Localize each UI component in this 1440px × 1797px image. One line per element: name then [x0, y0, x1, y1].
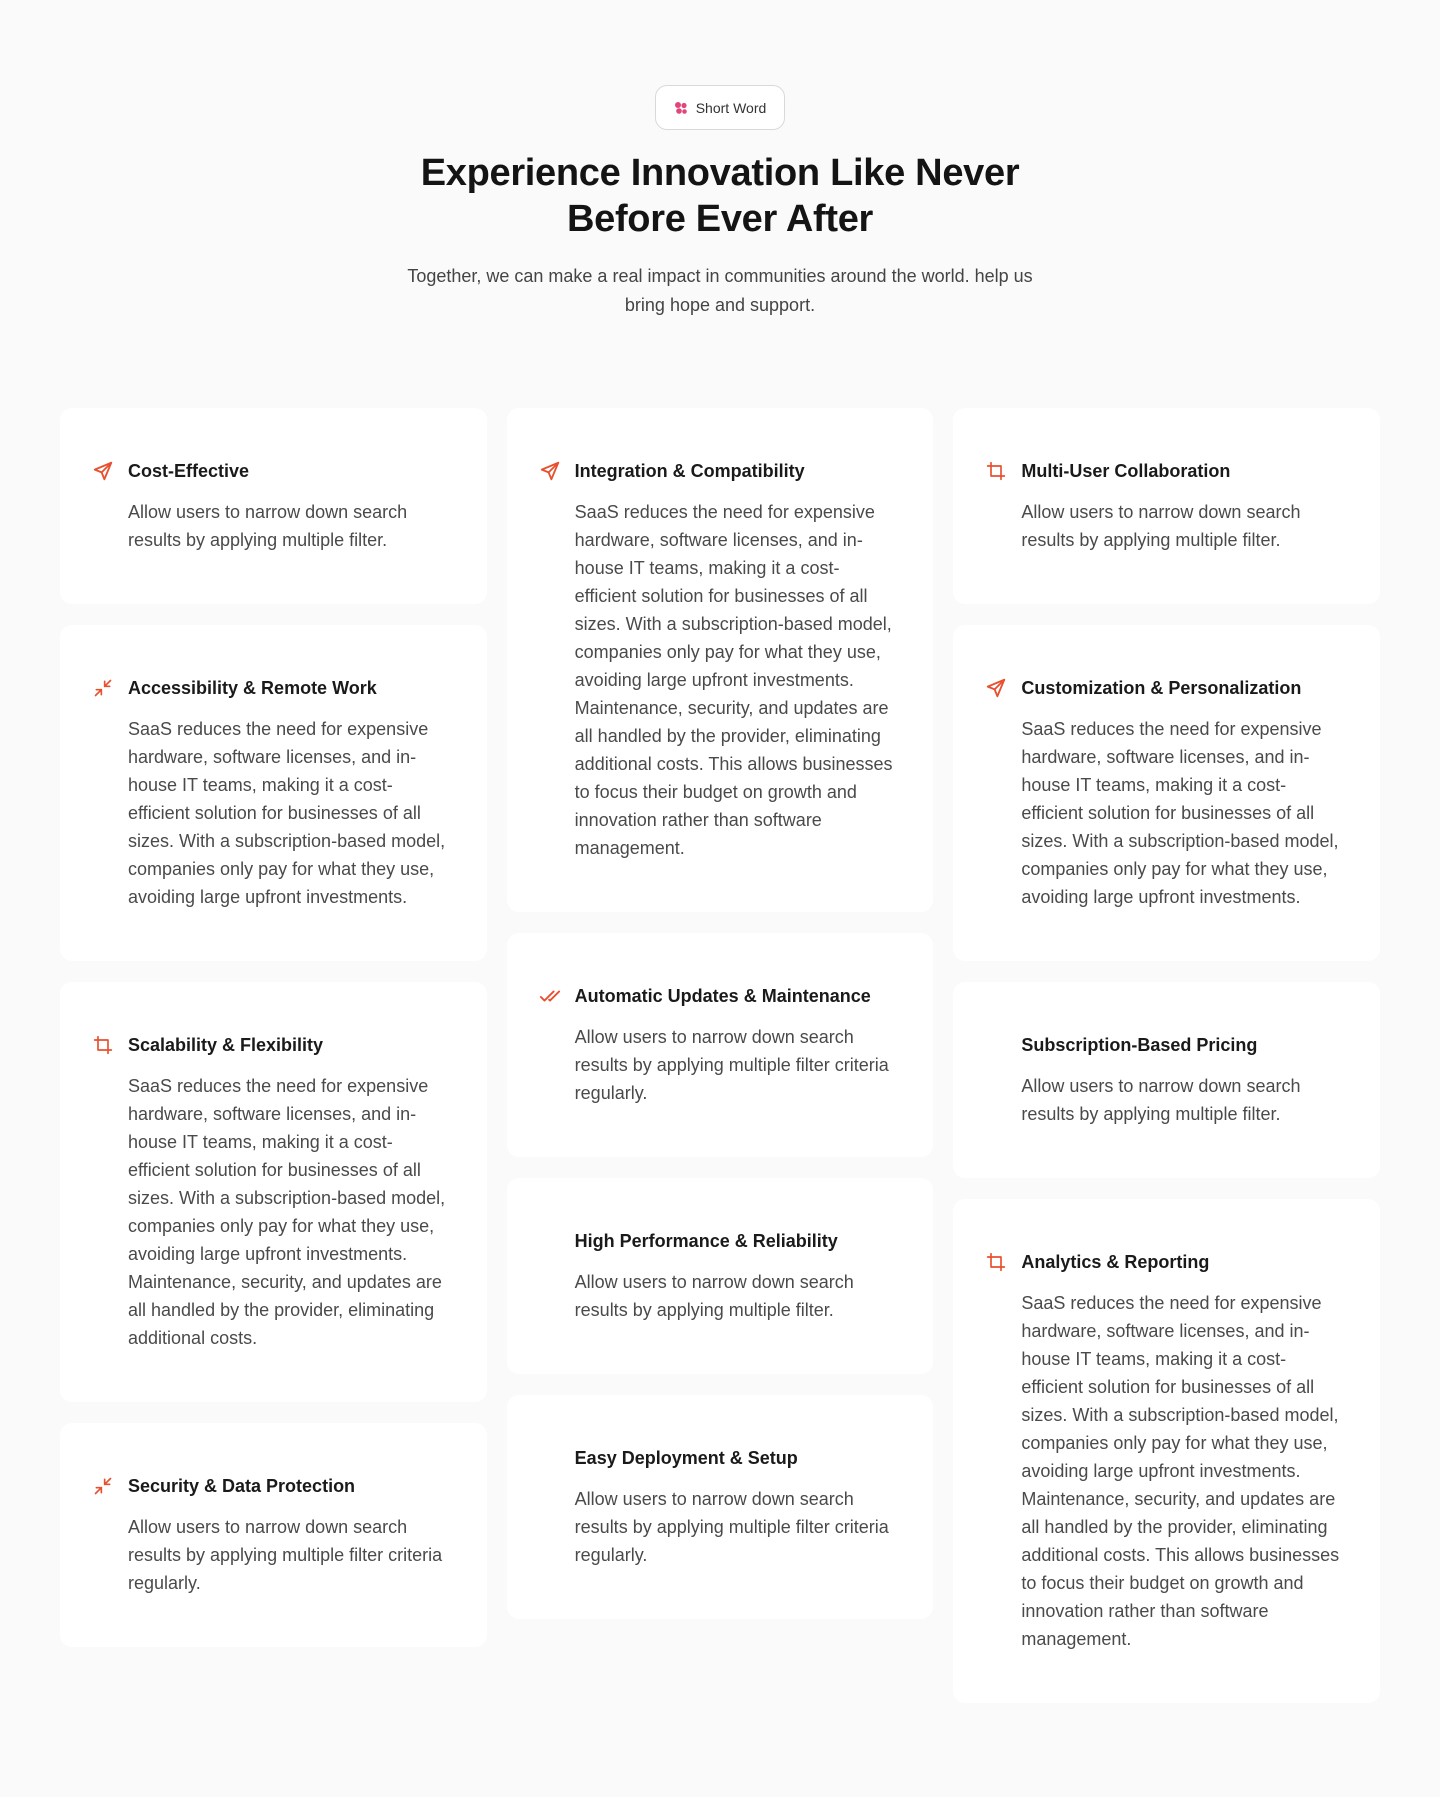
feature-card-header	[985, 675, 1340, 701]
feature-card-header	[92, 458, 447, 484]
short-word-badge	[655, 85, 786, 130]
badge-label: Short Word	[695, 99, 767, 116]
feature-card-title: Scalability & Flexibility	[128, 1034, 324, 1055]
feature-card-title: Cost-Effective	[128, 460, 250, 481]
send-icon	[539, 460, 561, 482]
crop-icon	[985, 1251, 1007, 1273]
feature-card-header	[92, 675, 447, 701]
feature-card-title: Subscription-Based Pricing	[1021, 1034, 1258, 1055]
feature-column-1	[60, 408, 487, 1647]
feature-card-header	[539, 1445, 894, 1471]
compress-icon	[92, 1475, 114, 1497]
feature-card-header	[539, 983, 894, 1009]
feature-card-description: SaaS reduces the need for expensive hardware, software licenses, and in-house IT teams, making it a cost-efficient solution for businesses of all sizes. With a subscription-based model, companies only pay for what they use, avoiding large upfront investments.	[128, 719, 446, 907]
page-subtitle: Together, we can make a real impact in communities around the world. help us bring hope and support.	[407, 266, 1033, 315]
feature-card-title: Analytics & Reporting	[1021, 1251, 1210, 1272]
send-icon	[92, 460, 114, 482]
feature-card-description: Allow users to narrow down search results by applying multiple filter.	[1021, 502, 1301, 550]
feature-card	[953, 1199, 1380, 1703]
feature-card	[60, 982, 487, 1402]
feature-card-description: Allow users to narrow down search results by applying multiple filter criteria regularly.	[128, 1517, 443, 1593]
feature-card	[953, 625, 1380, 961]
feature-card-header	[92, 1032, 447, 1058]
feature-card-description: SaaS reduces the need for expensive hardware, software licenses, and in-house IT teams, making it a cost-efficient solution for businesses of all sizes. With a subscription-based model, companies only pay for what they use, avoiding large upfront investments. Maintenance, security, and updates are all handled by the provider, eliminating additional costs. This allows businesses to focus their budget on growth and innovation rather than software management.	[1021, 1293, 1340, 1649]
feature-card-title: Security & Data Protection	[128, 1475, 356, 1496]
compress-icon	[92, 677, 114, 699]
feature-card-header	[985, 458, 1340, 484]
feature-card-title: Automatic Updates & Maintenance	[574, 985, 871, 1006]
feature-card-description: Allow users to narrow down search results by applying multiple filter.	[128, 502, 408, 550]
feature-card	[507, 1395, 934, 1619]
feature-card-title: Integration & Compatibility	[574, 460, 805, 481]
feature-card-description: Allow users to narrow down search results by applying multiple filter.	[1021, 1076, 1301, 1124]
feature-card-header	[539, 458, 894, 484]
feature-card-description: SaaS reduces the need for expensive hardware, software licenses, and in-house IT teams, making it a cost-efficient solution for businesses of all sizes. With a subscription-based model, companies only pay for what they use, avoiding large upfront investments.	[1021, 719, 1339, 907]
feature-card-title: Easy Deployment & Setup	[574, 1447, 798, 1468]
feature-card	[60, 1423, 487, 1647]
feature-card	[60, 408, 487, 604]
page-title: Experience Innovation Like Never Before Ever After	[420, 152, 1020, 240]
feature-card-description: Allow users to narrow down search results by applying multiple filter criteria regularly.	[574, 1489, 889, 1565]
feature-card-title: High Performance & Reliability	[574, 1230, 838, 1251]
feature-card-header	[92, 1473, 447, 1499]
send-icon	[985, 677, 1007, 699]
feature-card-title: Accessibility & Remote Work	[128, 677, 377, 698]
feature-card	[953, 982, 1380, 1178]
feature-card-header	[985, 1032, 1340, 1058]
feature-column-2	[507, 408, 934, 1619]
feature-card	[953, 408, 1380, 604]
double-check-icon	[539, 985, 561, 1007]
feature-card	[507, 408, 934, 912]
feature-card-description: Allow users to narrow down search results by applying multiple filter criteria regularly.	[574, 1027, 889, 1103]
feature-grid	[60, 408, 1380, 1703]
feature-card	[507, 1178, 934, 1374]
feature-card-description: SaaS reduces the need for expensive hardware, software licenses, and in-house IT teams, making it a cost-efficient solution for businesses of all sizes. With a subscription-based model, companies only pay for what they use, avoiding large upfront investments. Maintenance, security, and updates are all handled by the provider, eliminating additional costs. This allows businesses to focus their budget on growth and innovation rather than software management.	[574, 502, 893, 858]
feature-card-title: Customization & Personalization	[1021, 677, 1302, 698]
crop-icon	[92, 1034, 114, 1056]
feature-card-description: SaaS reduces the need for expensive hardware, software licenses, and in-house IT teams, making it a cost-efficient solution for businesses of all sizes. With a subscription-based model, companies only pay for what they use, avoiding large upfront investments. Maintenance, security, and updates are all handled by the provider, eliminating additional costs.	[128, 1076, 446, 1348]
feature-card-description: Allow users to narrow down search results by applying multiple filter.	[574, 1272, 854, 1320]
feature-card-header	[985, 1249, 1340, 1275]
flower-icon	[674, 101, 688, 115]
section-header	[0, 0, 1440, 320]
feature-card-title: Multi-User Collaboration	[1021, 460, 1231, 481]
feature-card	[60, 625, 487, 961]
feature-card	[507, 933, 934, 1157]
feature-column-3	[953, 408, 1380, 1703]
feature-card-header	[539, 1228, 894, 1254]
crop-icon	[985, 460, 1007, 482]
